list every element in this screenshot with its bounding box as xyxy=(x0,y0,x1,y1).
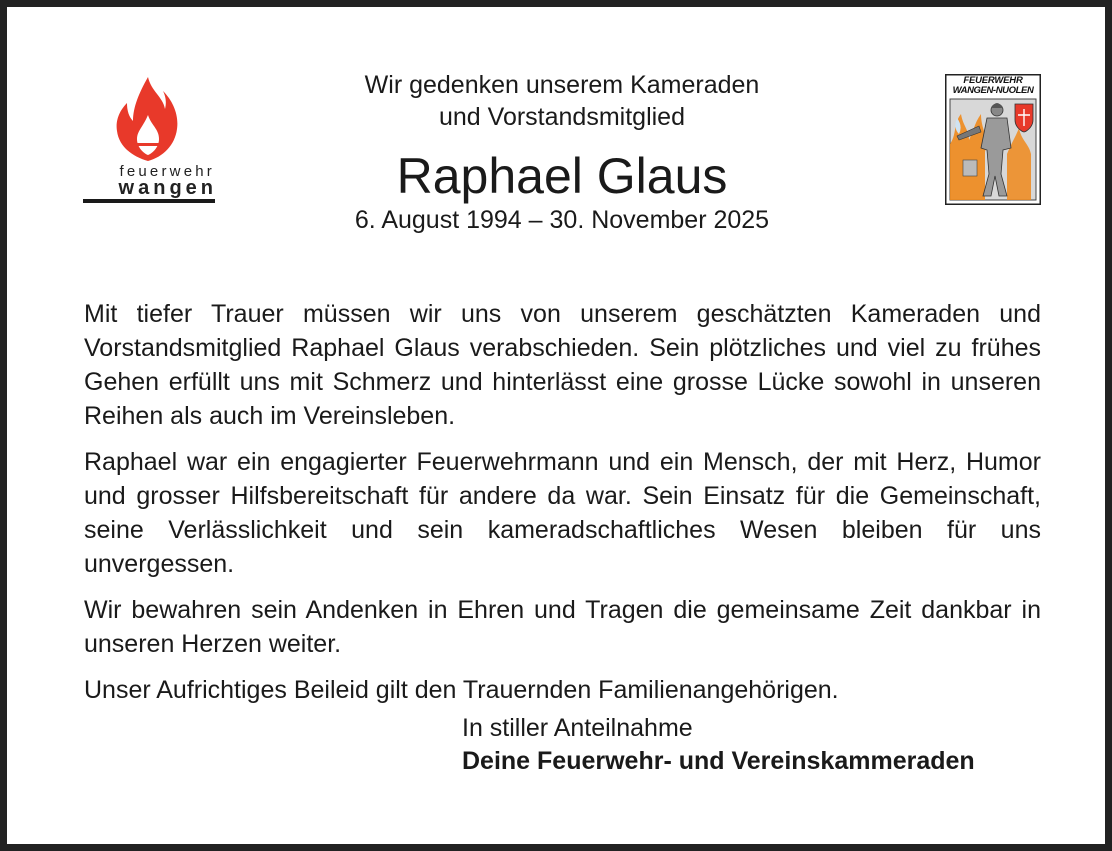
intro-line-1: Wir gedenken unserem Kameraden xyxy=(364,71,760,99)
body-paragraph-3: Wir bewahren sein Andenken in Ehren und Tragen die gemeinsame Zeit dankbar in unseren Herzen weiter. xyxy=(84,596,1041,658)
signoff-line-2: Deine Feuerwehr- und Vereinskammeraden xyxy=(462,747,975,775)
life-dates: 6. August 1994 – 30. November 2025 xyxy=(354,206,770,234)
body-paragraph-4: Unser Aufrichtiges Beileid gilt den Trauernden Familienangehörigen. xyxy=(84,676,839,704)
logo-big-text: wangen xyxy=(118,177,217,199)
feuerwehr-wangen-nuolen-emblem xyxy=(945,74,1041,205)
intro-line-2: und Vorstandsmitglied xyxy=(439,103,685,131)
obituary-body xyxy=(84,297,1041,719)
deceased-name: Raphael Glaus xyxy=(396,148,728,204)
body-paragraph-2: Raphael war ein engagierter Feuerwehrmann und ein Mensch, der mit Herz, Humor und grosser Hilfsbereitschaft für andere da war. Sein Einsatz für die Gemeinschaft, seine Verlässlichkeit und sein kameradschaftliches Wesen bleiben für uns unvergessen. xyxy=(84,448,1041,578)
signoff-line-1: In stiller Anteilnahme xyxy=(462,714,693,742)
emblem-line-2: WANGEN-NUOLEN xyxy=(952,85,1034,96)
flame-icon xyxy=(113,75,183,163)
signoff-block xyxy=(462,712,1062,778)
body-paragraph-1: Mit tiefer Trauer müssen wir uns von unserem geschätzten Kameraden und Vorstandsmitglied Raphael Glaus verabschieden. Sein plötzliches und viel zu frühes Gehen erfüllt uns mit Schmerz und hinterlässt eine grosse Lücke sowohl in unseren Reihen als auch im Vereinsleben. xyxy=(84,300,1041,430)
feuerwehr-wangen-logo xyxy=(83,75,217,205)
emblem-line-1: FEUERWEHR xyxy=(963,75,1023,86)
obituary-header xyxy=(262,69,862,235)
logo-small-text: feuerwehr xyxy=(119,163,215,180)
logo-underline xyxy=(83,199,215,203)
